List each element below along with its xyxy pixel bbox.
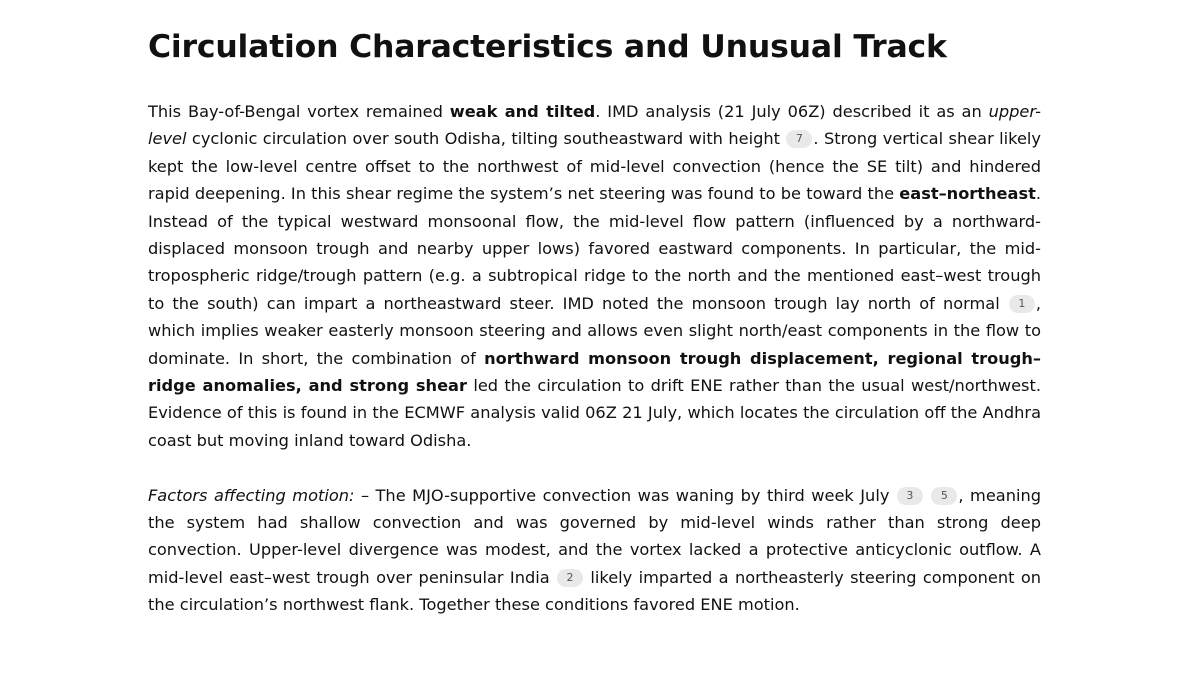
citation-badge-5[interactable]: 5 bbox=[931, 487, 957, 505]
bold-east-northeast: east–northeast bbox=[899, 184, 1036, 204]
citation-badge-1[interactable]: 1 bbox=[1009, 295, 1035, 313]
text-run: led the circulation to drift ENE rather than the usual west/northwest. Evidence of this is found in the ECMWF analysis valid 06Z 21 July, which locates the circulation off the Andhra coast but moving inland toward Odisha. bbox=[148, 376, 1041, 450]
paragraph-circulation bbox=[148, 98, 1041, 454]
citation-badge-7[interactable]: 7 bbox=[786, 130, 812, 148]
italic-factors-label: Factors affecting motion: bbox=[148, 485, 355, 505]
document-page bbox=[148, 26, 1041, 619]
bold-key-factors: northward monsoon trough displacement, regional trough–ridge anomalies, and strong shear bbox=[148, 348, 1041, 396]
text-run: This Bay-of-Bengal vortex remained bbox=[148, 102, 450, 121]
citation-badge-3[interactable]: 3 bbox=[897, 487, 923, 505]
text-run: – The MJO-supportive convection was waning by third week July bbox=[354, 485, 896, 505]
bold-weak-and-tilted: weak and tilted bbox=[449, 102, 596, 121]
section-heading: Circulation Characteristics and Unusual Track bbox=[148, 29, 947, 65]
text-run: cyclonic circulation over south Odisha, tilting southeastward with height bbox=[186, 129, 786, 149]
text-run: . IMD analysis (21 July 06Z) described it as an bbox=[595, 102, 989, 121]
text-run: , which implies weaker easterly monsoon steering and allows even slight north/east components in the flow to dominate. In short, the combination of bbox=[148, 293, 1041, 368]
text-run: likely imparted a northeasterly steering component on the circulation’s northwest flank. Together these conditions favored ENE motion. bbox=[148, 567, 1041, 615]
text-run: , meaning the system had shallow convection and was governed by mid-level winds rather than strong deep convection. Upper-level divergence was modest, and the vortex lacked a protective anticyclonic outflow. A mid-level east–west trough over peninsular India bbox=[148, 485, 1041, 587]
text-run: . Instead of the typical westward monsoonal flow, the mid-level flow pattern (influenced by a northward-displaced monsoon trough and nearby upper lows) favored eastward components. In particular, the mid-tropospheric ridge/trough pattern (e.g. a subtropical ridge to the north and the mentioned east–west trough to the south) can impart a northeastward steer. IMD noted the monsoon trough lay north of normal bbox=[148, 184, 1041, 313]
italic-upper-level: upper-level bbox=[148, 102, 1041, 149]
text-run: . Strong vertical shear likely kept the low-level centre offset to the northwest of mid-level convection (hence the SE tilt) and hindered rapid deepening. In this shear regime the system’s net steering was found to be toward the bbox=[148, 129, 1042, 204]
citation-badge-2[interactable]: 2 bbox=[557, 569, 583, 587]
paragraph-factors-affecting-motion bbox=[148, 482, 1041, 619]
